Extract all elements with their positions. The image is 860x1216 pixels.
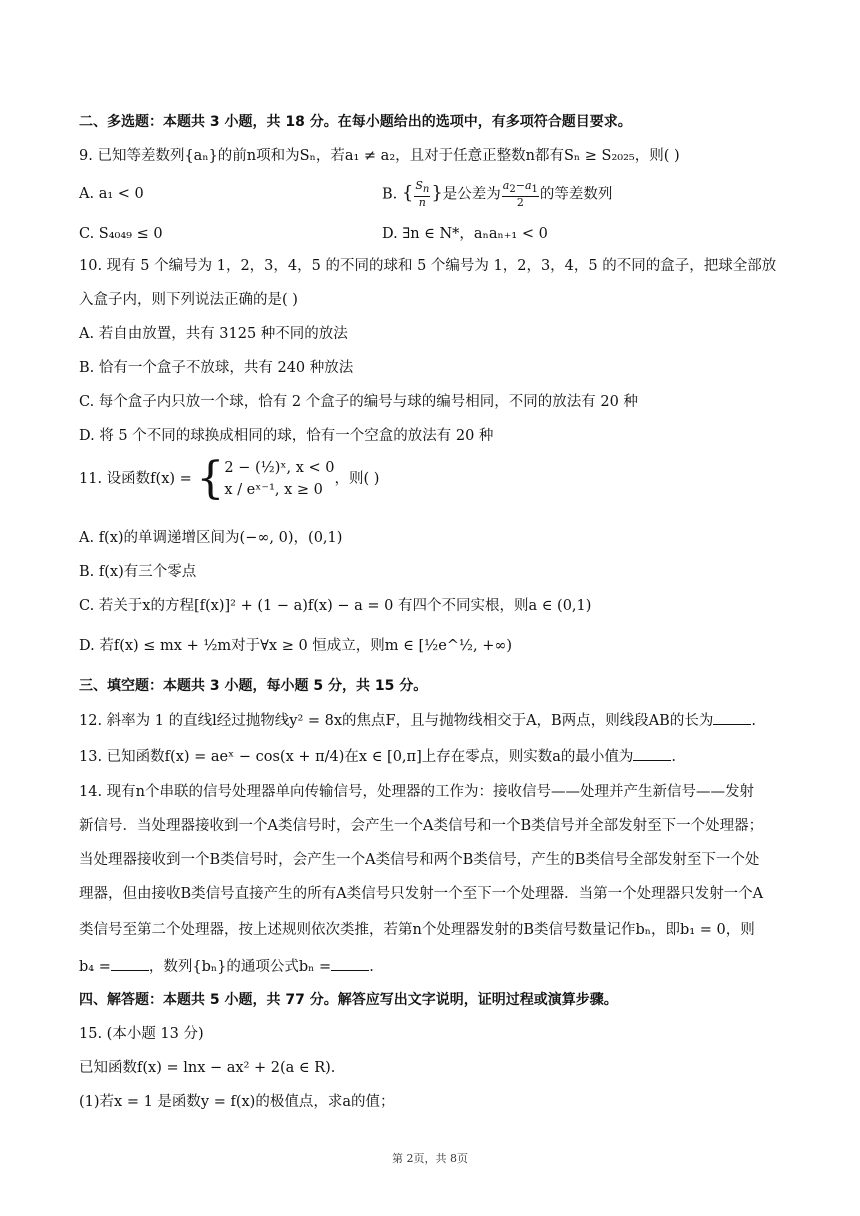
question-11-option-d: D. 若f(x) ≤ mx + ½m对于∀x ≥ 0 恒成立，则m ∈ [½e^½, +∞) xyxy=(79,638,513,654)
question-9-option-b: B. { $\frac{S_n}{n}$ }是公差为 $\frac{a_2-a_1}{2}$ 的等差数列 xyxy=(382,179,613,210)
question-14-line-2: 新信号．当处理器接收到一个A类信号时，会产生一个A类信号和一个B类信号并全部发射至下一个处理器； xyxy=(79,818,764,834)
question-10-stem-line-2: 入盒子内，则下列说法正确的是( ) xyxy=(79,292,298,308)
question-11-stem-suffix: ，则( ) xyxy=(334,471,380,487)
question-14-line-6: b₄ = ，数列{bₙ}的通项公式bₙ = . xyxy=(79,956,374,977)
question-11-option-a: A. f(x)的单调递增区间为(−∞, 0)，(0,1) xyxy=(79,530,343,546)
question-9-stem: 9. 已知等差数列{aₙ}的前n项和为Sₙ，若a₁ ≠ a₂，且对于任意正整数n都有Sₙ ≥ S₂₀₂₅，则( ) xyxy=(79,148,680,164)
question-11-option-c: C. 若关于x的方程[f(x)]² + (1 − a)f(x) − a = 0 有四个不同实根，则a ∈ (0,1) xyxy=(79,598,592,614)
question-11-stem: 11. 设函数f(x) = { 2 − (½)ˣ, x < 0 x / eˣ⁻¹, x ≥ 0 ，则( ) xyxy=(79,453,380,504)
option-b-label: B. xyxy=(382,186,402,203)
answer-blank-bn[interactable] xyxy=(331,956,369,971)
option-b-end: 的等差数列 xyxy=(539,186,613,203)
piece-1: 2 − (½)ˣ, x < 0 xyxy=(224,460,335,476)
question-10-option-a: A. 若自由放置，共有 3125 种不同的放法 xyxy=(79,326,348,342)
question-10-option-b: B. 恰有一个盒子不放球，共有 240 种放法 xyxy=(79,360,354,376)
question-9-option-c: C. S₄₀₄₉ ≤ 0 xyxy=(79,226,163,242)
question-13: 13. 已知函数f(x) = aeˣ − cos(x + π/4)在x ∈ [0,π]上存在零点，则实数a的最小值为 . xyxy=(79,746,676,767)
question-10-option-d: D. 将 5 个不同的球换成相同的球，恰有一个空盒的放法有 20 种 xyxy=(79,428,494,444)
question-9-option-a: A. a₁ < 0 xyxy=(79,186,144,202)
question-11-stem-prefix: 11. 设函数f(x) = xyxy=(79,471,197,487)
question-12-stem: 12. 斜率为 1 的直线l经过抛物线y² = 8x的焦点F，且与抛物线相交于A，B两点，则线段AB的长为 xyxy=(79,713,714,729)
piece-2: x / eˣ⁻¹, x ≥ 0 xyxy=(224,482,323,498)
piecewise-function xyxy=(224,457,334,501)
page-footer: 第 2页，共 8页 xyxy=(392,1152,468,1165)
question-14-line-5: 类信号至第二个处理器，按上述规则依次类推，若第n个处理器发射的B类信号数量记作bₙ，即b₁ = 0，则 xyxy=(79,922,755,938)
question-13-stem: 13. 已知函数f(x) = aeˣ − cos(x + π/4)在x ∈ [0,π]上存在零点，则实数a的最小值为 xyxy=(79,749,634,765)
question-15-stem: 已知函数f(x) = lnx − ax² + 2(a ∈ R). xyxy=(79,1060,336,1076)
question-12: 12. 斜率为 1 的直线l经过抛物线y² = 8x的焦点F，且与抛物线相交于A，B两点，则线段AB的长为 . xyxy=(79,710,756,731)
section-heading-multiple-choice: 二、多选题：本题共 3 小题，共 18 分。在每小题给出的选项中，有多项符合题目要求。 xyxy=(79,114,632,130)
question-14-line-3: 当处理器接收到一个B类信号时，会产生一个A类信号和两个B类信号，产生的B类信号全部发射至下一个处 xyxy=(79,852,760,868)
section-heading-fill-in: 三、填空题：本题共 3 小题，每小题 5 分，共 15 分。 xyxy=(79,678,428,694)
question-15-title: 15. (本小题 13 分) xyxy=(79,1026,204,1042)
section-heading-solutions: 四、解答题：本题共 5 小题，共 77 分。解答应写出文字说明，证明过程或演算步骤。 xyxy=(79,992,618,1008)
option-b-middle: 是公差为 xyxy=(442,186,501,203)
question-9-option-d: D. ∃n ∈ N*，aₙaₙ₊₁ < 0 xyxy=(382,226,548,242)
answer-blank[interactable] xyxy=(633,746,671,761)
question-11-option-b: B. f(x)有三个零点 xyxy=(79,564,197,580)
answer-blank[interactable] xyxy=(713,710,751,725)
question-15-part-1: (1)若x = 1 是函数y = f(x)的极值点，求a的值； xyxy=(79,1094,395,1110)
question-10-option-c: C. 每个盒子内只放一个球，恰有 2 个盒子的编号与球的编号相同，不同的放法有 20 种 xyxy=(79,394,638,410)
question-10-stem-line-1: 10. 现有 5 个编号为 1，2，3，4，5 的不同的球和 5 个编号为 1，2，3，4，5 的不同的盒子，把球全部放 xyxy=(79,258,777,274)
answer-blank-b4[interactable] xyxy=(111,956,149,971)
question-14-line-4: 理器，但由接收B类信号直接产生的所有A类信号只发射一个至下一个处理器．当第一个处理器只发射一个A xyxy=(79,886,764,902)
question-14-line-1: 14. 现有n个串联的信号处理器单向传输信号，处理器的工作为：接收信号——处理并产生新信号——发射 xyxy=(79,784,755,800)
